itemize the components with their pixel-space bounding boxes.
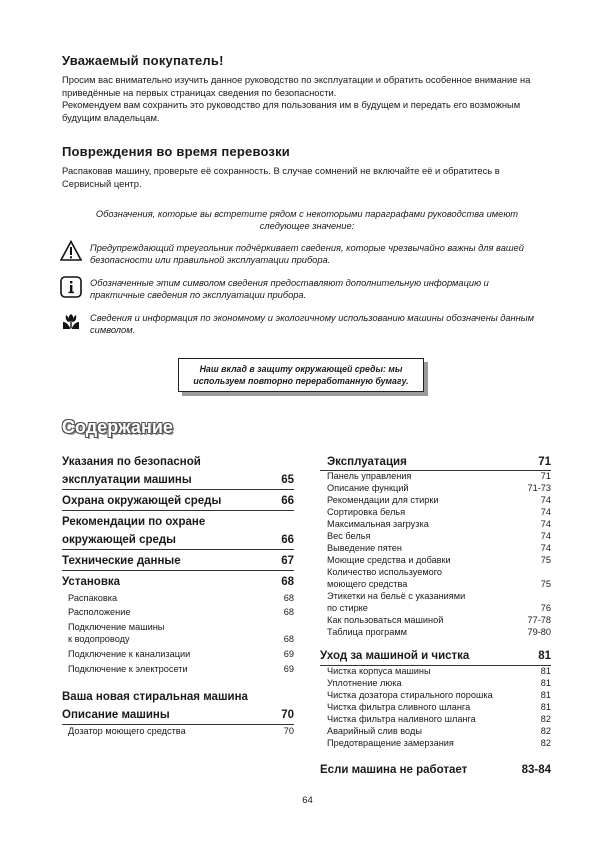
toc-label: Как пользоваться машиной — [327, 615, 444, 625]
toc-label: эксплуатации машины — [62, 474, 192, 486]
toc-divider — [62, 510, 294, 511]
toc-page: 68 — [281, 576, 294, 588]
toc-entry — [327, 702, 551, 712]
toc-entry — [62, 709, 294, 721]
toc-entry — [327, 678, 551, 688]
toc-page: 71 — [540, 471, 551, 481]
toc-label: к водопроводу — [68, 634, 130, 644]
warning-triangle-icon — [60, 240, 82, 262]
symbol-eco-text: Сведения и информация по экономному и экологичному использованию машины обозначены данным символом. — [90, 313, 534, 336]
toc-page: 66 — [281, 495, 294, 507]
toc-page: 69 — [283, 649, 294, 659]
eco-recycled-paper-note — [178, 358, 424, 392]
toc-entry — [62, 495, 294, 507]
toc-label: окружающей среды — [62, 534, 177, 546]
toc-label: Чистка фильтра наливного шланга — [327, 714, 476, 724]
toc-entry — [327, 519, 551, 529]
toc-label: Моющие средства и добавки — [327, 555, 451, 565]
toc-entry — [62, 555, 294, 567]
toc-page: 68 — [283, 593, 294, 603]
toc-label: Чистка корпуса машины — [327, 666, 431, 676]
toc-entry — [327, 456, 551, 468]
toc-page: 70 — [281, 709, 294, 721]
toc-entry — [320, 764, 551, 776]
toc-label: Расположение — [68, 607, 131, 617]
toc-page: 68 — [283, 634, 294, 644]
eco-note-line-1: Наш вклад в защиту окружающей среды: мы — [199, 364, 403, 374]
toc-entry — [62, 516, 294, 528]
toc-page: 74 — [540, 495, 551, 505]
toc-label: Описание машины — [62, 709, 170, 721]
toc-page: 82 — [540, 738, 551, 748]
toc-label: Охрана окружающей среды — [62, 495, 222, 507]
toc-page: 83-84 — [521, 764, 551, 776]
toc-label: Рекомендации для стирки — [327, 495, 439, 505]
toc-page: 79-80 — [527, 627, 551, 637]
toc-label: Подключение машины — [68, 622, 165, 632]
eco-flower-icon — [60, 310, 82, 332]
toc-page: 68 — [283, 607, 294, 617]
section-title-dear-customer: Уважаемый покупатель! — [62, 53, 224, 68]
toc-label: Подключение к электросети — [68, 664, 188, 674]
toc-label: Предотвращение замерзания — [327, 738, 454, 748]
toc-label: Эксплуатация — [327, 456, 407, 468]
eco-note-line-2: используем повторно переработанную бумагу. — [193, 376, 409, 386]
toc-entry — [327, 555, 551, 565]
symbol-warning-text: Предупреждающий треугольник подчёркивает сведения, которые чрезвычайно важны для вашей безопасности или правильной эксплуатации прибора. — [90, 243, 524, 266]
toc-label: Чистка фильтра сливного шланга — [327, 702, 471, 712]
toc-label: Этикетки на бельё с указаниями — [327, 591, 466, 601]
toc-label: Распаковка — [68, 593, 118, 603]
toc-label: Аварийный слив воды — [327, 726, 422, 736]
toc-entry — [327, 615, 551, 625]
toc-entry — [327, 591, 551, 601]
toc-entry — [62, 576, 294, 588]
toc-entry — [327, 627, 551, 637]
toc-page: 76 — [540, 603, 551, 613]
symbols-intro: Обозначения, которые вы встретите рядом с некоторыми параграфами руководства имеют следующее значение: — [95, 209, 519, 232]
page-number: 64 — [302, 795, 313, 806]
intro-paragraph-1: Просим вас внимательно изучить данное руководство по эксплуатации и обратить особенное внимание на приведённые на первых страницах сведения по безопасности. — [62, 74, 531, 98]
toc-divider — [62, 549, 294, 550]
toc-label: Количество используемого — [327, 567, 443, 577]
symbol-info-text: Обозначенные этим символом сведения предоставляют дополнительную информацию и практичные сведения по эксплуатации прибора. — [90, 278, 489, 301]
intro-paragraph-2: Рекомендуем вам сохранить это руководство для пользования им в будущем и передать его возможным будущим владельцам. — [62, 99, 521, 123]
toc-entry — [62, 474, 294, 486]
toc-entry — [327, 567, 551, 577]
toc-label: Установка — [62, 576, 121, 588]
toc-entry — [62, 456, 294, 468]
toc-page: 74 — [540, 543, 551, 553]
toc-label: Выведение пятен — [327, 543, 402, 553]
toc-label: Вес белья — [327, 531, 371, 541]
toc-entry — [68, 622, 294, 632]
toc-label: Уплотнение люка — [327, 678, 402, 688]
toc-page: 81 — [540, 690, 551, 700]
toc-page: 71-73 — [527, 483, 551, 493]
toc-entry — [68, 649, 294, 659]
toc-page: 75 — [540, 579, 551, 589]
toc-page: 74 — [540, 507, 551, 517]
section-title-transport-damage: Повреждения во время перевозки — [62, 144, 290, 159]
toc-label: Сортировка белья — [327, 507, 406, 517]
toc-label: моющего средства — [327, 579, 408, 589]
toc-label: Ваша новая стиральная машина — [62, 691, 248, 703]
toc-label: Описание функций — [327, 483, 409, 493]
toc-label: Дозатор моющего средства — [68, 726, 186, 736]
toc-entry — [68, 593, 294, 603]
toc-entry — [327, 726, 551, 736]
toc-page: 74 — [540, 531, 551, 541]
toc-label: Максимальная загрузка — [327, 519, 429, 529]
toc-page: 69 — [283, 664, 294, 674]
toc-label: Указания по безопасной — [62, 456, 201, 468]
toc-entry — [327, 603, 551, 613]
toc-entry — [327, 531, 551, 541]
toc-entry — [62, 691, 294, 703]
toc-divider — [62, 724, 294, 725]
toc-label: Технические данные — [62, 555, 181, 567]
toc-page: 82 — [540, 726, 551, 736]
toc-entry — [62, 534, 294, 546]
toc-label: Рекомендации по охране — [62, 516, 206, 528]
toc-page: 67 — [281, 555, 294, 567]
toc-page: 82 — [540, 714, 551, 724]
toc-page: 81 — [540, 702, 551, 712]
toc-entry — [327, 483, 551, 493]
toc-entry — [327, 471, 551, 481]
toc-page: 70 — [283, 726, 294, 736]
toc-entry — [327, 507, 551, 517]
toc-entry — [327, 495, 551, 505]
toc-divider — [62, 570, 294, 571]
transport-damage-text: Распаковав машину, проверьте её сохранность. В случае сомнений не включайте её и обратитесь в Сервисный центр. — [62, 165, 500, 189]
toc-page: 71 — [538, 456, 551, 468]
toc-label: Чистка дозатора стирального порошка — [327, 690, 493, 700]
toc-entry — [327, 666, 551, 676]
toc-entry — [327, 714, 551, 724]
info-icon — [60, 276, 82, 298]
toc-entry — [320, 650, 551, 662]
toc-entry — [327, 543, 551, 553]
toc-page: 77-78 — [527, 615, 551, 625]
toc-page: 81 — [538, 650, 551, 662]
toc-label: Панель управления — [327, 471, 412, 481]
toc-entry — [327, 738, 551, 748]
toc-entry — [327, 579, 551, 589]
toc-label: Подключение к канализации — [68, 649, 191, 659]
toc-entry — [68, 664, 294, 674]
toc-label: Уход за машиной и чистка — [320, 650, 470, 662]
toc-label: по стирке — [327, 603, 368, 613]
toc-page: 66 — [281, 534, 294, 546]
toc-entry — [68, 634, 294, 644]
toc-entry — [327, 690, 551, 700]
toc-entry — [68, 726, 294, 736]
contents-title: Содержание — [62, 417, 173, 437]
toc-divider — [62, 489, 294, 490]
toc-label: Таблица программ — [327, 627, 407, 637]
toc-page: 81 — [540, 666, 551, 676]
toc-entry — [68, 607, 294, 617]
toc-page: 74 — [540, 519, 551, 529]
toc-page: 81 — [540, 678, 551, 688]
toc-page: 75 — [540, 555, 551, 565]
toc-label: Если машина не работает — [320, 764, 468, 776]
toc-page: 65 — [281, 474, 294, 486]
